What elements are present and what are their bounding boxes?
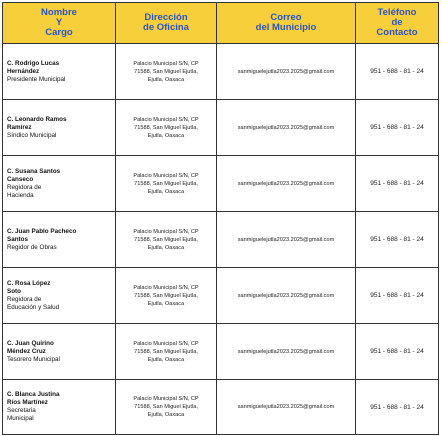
contact-phone[interactable]: 951 - 688 - 81 - 24 xyxy=(356,324,439,380)
official-role: Síndico Municipal xyxy=(7,131,57,139)
office-address-line: 71588, San Miguel Ejutla, xyxy=(134,236,198,243)
official-name: Ramírez xyxy=(7,123,32,131)
official-role: Educación y Salud xyxy=(7,303,60,311)
office-address-line: Ejutla, Oaxaca xyxy=(147,412,185,418)
table-header-row xyxy=(3,3,439,44)
office-address-line: Palacio Municipal S/N, CP xyxy=(133,228,199,235)
table-body xyxy=(3,44,439,435)
contact-phone[interactable]: 951 - 688 - 81 - 24 xyxy=(356,156,439,212)
municipal-email[interactable]: sanmiguelejutla2023.2025@gmail.com xyxy=(217,268,356,324)
office-address-cell xyxy=(116,156,217,212)
official-name-cell xyxy=(3,324,116,380)
municipal-email[interactable]: sanmiguelejutla2023.2025@gmail.com xyxy=(217,380,356,435)
header-line: de xyxy=(391,17,403,28)
contact-phone[interactable]: 951 - 688 - 81 - 24 xyxy=(356,380,439,435)
office-address-cell xyxy=(116,268,217,324)
office-address-line: Ejutla, Oaxaca xyxy=(147,188,185,195)
table-row xyxy=(3,44,439,100)
office-address-line: 71588, San Miguel Ejutla, xyxy=(134,124,198,131)
table-row xyxy=(3,324,439,380)
official-name: Méndez Cruz xyxy=(7,347,46,355)
municipal-email[interactable]: sanmiguelejutla2023.2025@gmail.com xyxy=(217,100,356,156)
header-line: Y xyxy=(55,17,63,28)
table-row xyxy=(3,380,439,435)
office-address-line: Ejutla, Oaxaca xyxy=(147,356,185,363)
municipal-email[interactable]: sanmiguelejutla2023.2025@gmail.com xyxy=(217,212,356,268)
office-address-cell xyxy=(116,212,217,268)
office-address-line: Ejutla, Oaxaca xyxy=(147,132,185,139)
official-name: Ríos Martínez xyxy=(7,399,48,406)
header-line: Contacto xyxy=(376,27,418,38)
official-name: C. Rosa López xyxy=(7,279,51,287)
official-name: C. Leonardo Ramos xyxy=(7,115,67,123)
office-address-line: Palacio Municipal S/N, CP xyxy=(133,340,199,347)
official-role: Presidente Municipal xyxy=(7,75,66,83)
office-address-line: Palacio Municipal S/N, CP xyxy=(133,60,199,67)
header-correo-municipio xyxy=(217,3,356,44)
office-address-cell xyxy=(116,100,217,156)
official-role: Municipal xyxy=(7,415,34,422)
header-line: de Oficina xyxy=(143,22,189,33)
official-name-cell xyxy=(3,100,116,156)
office-address-line: 71588, San Miguel Ejutla, xyxy=(134,180,198,187)
official-name-cell xyxy=(3,268,116,324)
header-line: Correo xyxy=(270,12,302,23)
office-address-cell xyxy=(116,380,217,435)
office-address-cell xyxy=(116,44,217,100)
municipal-email[interactable]: sanmiguelejutla2023.2025@gmail.com xyxy=(217,156,356,212)
office-address-line: 71588, San Miguel Ejutla, xyxy=(134,292,198,299)
official-name: Soto xyxy=(7,287,21,295)
official-name-cell xyxy=(3,44,116,100)
municipal-email[interactable]: sanmiguelejutla2023.2025@gmail.com xyxy=(217,44,356,100)
official-role: Secretaria xyxy=(7,407,36,414)
office-address-line: Palacio Municipal S/N, CP xyxy=(133,172,199,179)
official-role: Regidora de xyxy=(7,295,42,303)
official-name: Hernández xyxy=(7,67,40,75)
municipal-email[interactable]: sanmiguelejutla2023.2025@gmail.com xyxy=(217,324,356,380)
table-row xyxy=(3,212,439,268)
official-role: Hacienda xyxy=(7,191,34,199)
contact-phone[interactable]: 951 - 688 - 81 - 24 xyxy=(356,212,439,268)
table-row xyxy=(3,100,439,156)
official-name: Santos xyxy=(7,235,28,243)
official-role: Regidora de xyxy=(7,183,42,191)
office-address-line: Palacio Municipal S/N, CP xyxy=(133,284,199,291)
header-direccion-oficina xyxy=(116,3,217,44)
office-address-line: 71588, San Miguel Ejutla, xyxy=(134,404,198,410)
header-telefono-contacto xyxy=(356,3,439,44)
official-name: Canseco xyxy=(7,175,34,183)
office-address-line: Ejutla, Oaxaca xyxy=(147,244,185,251)
table-row xyxy=(3,156,439,212)
official-name: C. Susana Santos xyxy=(7,167,61,175)
header-line: Cargo xyxy=(45,27,73,38)
header-line: Teléfono xyxy=(377,7,417,18)
official-role: Regidor de Obras xyxy=(7,243,57,251)
header-line: del Municipio xyxy=(255,22,317,33)
contact-phone[interactable]: 951 - 688 - 81 - 24 xyxy=(356,268,439,324)
office-address-cell xyxy=(116,324,217,380)
office-address-line: Ejutla, Oaxaca xyxy=(147,300,185,307)
office-address-line: Palacio Municipal S/N, CP xyxy=(133,116,199,123)
office-address-line: Ejutla, Oaxaca xyxy=(147,76,185,83)
officials-directory-table xyxy=(2,2,439,435)
official-name: C. Juan Quirino xyxy=(7,339,54,347)
office-address-line: 71588, San Miguel Ejutla, xyxy=(134,68,198,75)
header-line: Dirección xyxy=(144,12,188,23)
official-name: C. Blanca Justina xyxy=(7,391,60,398)
header-line: Nombre xyxy=(41,7,77,18)
office-address-line: Palacio Municipal S/N, CP xyxy=(133,396,199,402)
official-name-cell xyxy=(3,212,116,268)
official-name: C. Juan Pablo Pacheco xyxy=(7,227,77,235)
header-nombre-cargo xyxy=(3,3,116,44)
contact-phone[interactable]: 951 - 688 - 81 - 24 xyxy=(356,44,439,100)
official-name-cell xyxy=(3,156,116,212)
contact-phone[interactable]: 951 - 688 - 81 - 24 xyxy=(356,100,439,156)
official-name-cell xyxy=(3,380,116,435)
official-name: C. Rodrigo Lucas xyxy=(7,59,60,67)
office-address-line: 71588, San Miguel Ejutla, xyxy=(134,348,198,355)
table-row xyxy=(3,268,439,324)
official-role: Tesorero Municipal xyxy=(7,355,60,363)
